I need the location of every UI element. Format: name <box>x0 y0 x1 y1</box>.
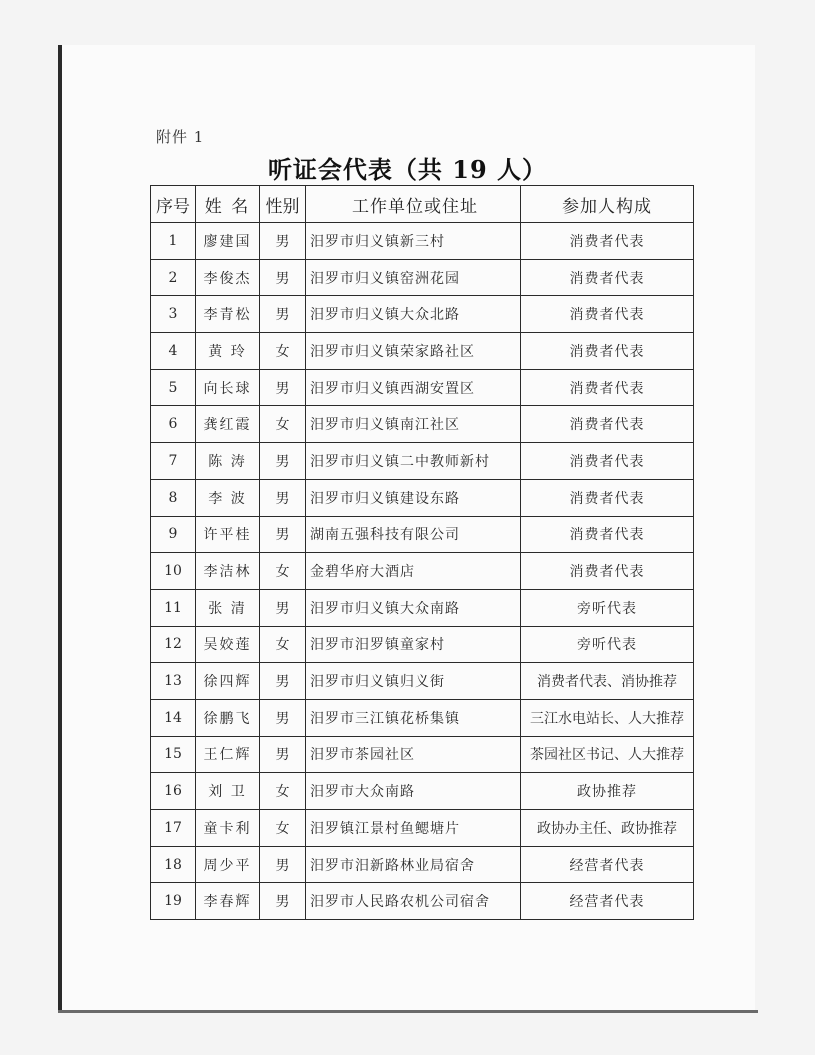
row-address: 汨罗市归义镇南江社区 <box>306 406 521 443</box>
header-gender: 性别 <box>260 186 306 223</box>
table-row <box>151 296 694 333</box>
row-address: 汨罗市归义镇新三村 <box>306 223 521 260</box>
row-number: 19 <box>151 883 196 920</box>
row-name: 李洁林 <box>196 553 260 590</box>
row-gender: 男 <box>260 663 306 700</box>
table-row <box>151 773 694 810</box>
page-edge-shadow <box>58 45 62 1013</box>
row-number: 17 <box>151 810 196 847</box>
row-gender: 男 <box>260 516 306 553</box>
row-name: 李俊杰 <box>196 259 260 296</box>
row-name: 周少平 <box>196 846 260 883</box>
row-address: 汨罗市汨新路林业局宿舍 <box>306 846 521 883</box>
row-address: 湖南五强科技有限公司 <box>306 516 521 553</box>
row-address: 金碧华府大酒店 <box>306 553 521 590</box>
row-address: 汨罗市归义镇二中教师新村 <box>306 443 521 480</box>
table-body <box>151 223 694 920</box>
document-title: 听证会代表（共 19 人） <box>267 155 548 184</box>
row-name: 李 波 <box>196 479 260 516</box>
row-name: 童卡利 <box>196 810 260 847</box>
table-row <box>151 589 694 626</box>
row-name: 黄 玲 <box>196 333 260 370</box>
row-address: 汨罗市归义镇建设东路 <box>306 479 521 516</box>
row-gender: 女 <box>260 773 306 810</box>
row-name: 龚红霞 <box>196 406 260 443</box>
row-role: 政协办主任、政协推荐 <box>521 810 694 847</box>
table-row <box>151 883 694 920</box>
table-row <box>151 663 694 700</box>
table-row <box>151 369 694 406</box>
table-row <box>151 223 694 260</box>
row-gender: 男 <box>260 296 306 333</box>
row-address: 汨罗市人民路农机公司宿舍 <box>306 883 521 920</box>
row-number: 13 <box>151 663 196 700</box>
representatives-table <box>150 185 694 920</box>
row-address: 汨罗市归义镇西湖安置区 <box>306 369 521 406</box>
header-name: 姓 名 <box>196 186 260 223</box>
table-row <box>151 810 694 847</box>
row-number: 10 <box>151 553 196 590</box>
table-row <box>151 699 694 736</box>
row-number: 5 <box>151 369 196 406</box>
row-address: 汨罗镇江景村鱼鳃塘片 <box>306 810 521 847</box>
row-role: 三江水电站长、人大推荐 <box>521 699 694 736</box>
row-number: 8 <box>151 479 196 516</box>
table-row <box>151 443 694 480</box>
row-address: 汨罗市茶园社区 <box>306 736 521 773</box>
row-address: 汨罗市汨罗镇童家村 <box>306 626 521 663</box>
table-row <box>151 626 694 663</box>
row-role: 消费者代表 <box>521 516 694 553</box>
row-role: 消费者代表 <box>521 333 694 370</box>
row-gender: 男 <box>260 736 306 773</box>
row-role: 旁听代表 <box>521 589 694 626</box>
row-number: 6 <box>151 406 196 443</box>
row-number: 4 <box>151 333 196 370</box>
row-role: 消费者代表 <box>521 369 694 406</box>
table-row <box>151 406 694 443</box>
row-number: 14 <box>151 699 196 736</box>
row-name: 向长球 <box>196 369 260 406</box>
row-name: 李春辉 <box>196 883 260 920</box>
row-role: 消费者代表 <box>521 223 694 260</box>
row-name: 许平桂 <box>196 516 260 553</box>
row-address: 汨罗市大众南路 <box>306 773 521 810</box>
row-number: 18 <box>151 846 196 883</box>
row-role: 消费者代表 <box>521 443 694 480</box>
row-number: 12 <box>151 626 196 663</box>
table-row <box>151 333 694 370</box>
row-number: 3 <box>151 296 196 333</box>
row-number: 9 <box>151 516 196 553</box>
row-gender: 男 <box>260 369 306 406</box>
row-address: 汨罗市归义镇荣家路社区 <box>306 333 521 370</box>
row-gender: 女 <box>260 810 306 847</box>
row-name: 吴姣莲 <box>196 626 260 663</box>
row-number: 1 <box>151 223 196 260</box>
row-number: 7 <box>151 443 196 480</box>
row-role: 消费者代表 <box>521 296 694 333</box>
row-gender: 女 <box>260 626 306 663</box>
table-row <box>151 553 694 590</box>
row-gender: 男 <box>260 479 306 516</box>
row-number: 2 <box>151 259 196 296</box>
row-gender: 女 <box>260 406 306 443</box>
row-name: 廖建国 <box>196 223 260 260</box>
header-number: 序号 <box>151 186 196 223</box>
row-gender: 女 <box>260 553 306 590</box>
row-role: 消费者代表 <box>521 479 694 516</box>
row-name: 徐四辉 <box>196 663 260 700</box>
row-number: 11 <box>151 589 196 626</box>
table-row <box>151 516 694 553</box>
row-gender: 男 <box>260 699 306 736</box>
row-name: 王仁辉 <box>196 736 260 773</box>
row-role: 消费者代表 <box>521 259 694 296</box>
row-number: 16 <box>151 773 196 810</box>
row-address: 汨罗市三江镇花桥集镇 <box>306 699 521 736</box>
row-name: 陈 涛 <box>196 443 260 480</box>
row-role: 消费者代表 <box>521 553 694 590</box>
row-gender: 男 <box>260 259 306 296</box>
row-role: 政协推荐 <box>521 773 694 810</box>
row-name: 张 清 <box>196 589 260 626</box>
table-row <box>151 736 694 773</box>
row-address: 汨罗市归义镇大众北路 <box>306 296 521 333</box>
row-gender: 女 <box>260 333 306 370</box>
attachment-label: 附件 1 <box>156 128 205 146</box>
row-role: 旁听代表 <box>521 626 694 663</box>
row-gender: 男 <box>260 223 306 260</box>
header-role: 参加人构成 <box>521 186 694 223</box>
row-role: 消费者代表 <box>521 406 694 443</box>
row-role: 茶园社区书记、人大推荐 <box>521 736 694 773</box>
table-row <box>151 479 694 516</box>
row-address: 汨罗市归义镇窑洲花园 <box>306 259 521 296</box>
row-address: 汨罗市归义镇大众南路 <box>306 589 521 626</box>
row-gender: 男 <box>260 589 306 626</box>
table-header-row <box>151 186 694 223</box>
row-name: 李青松 <box>196 296 260 333</box>
row-role: 消费者代表、消协推荐 <box>521 663 694 700</box>
row-address: 汨罗市归义镇归义街 <box>306 663 521 700</box>
header-address: 工作单位或住址 <box>306 186 521 223</box>
table-row <box>151 846 694 883</box>
row-gender: 男 <box>260 443 306 480</box>
row-name: 徐鹏飞 <box>196 699 260 736</box>
page-bottom-edge <box>58 1010 758 1013</box>
row-number: 15 <box>151 736 196 773</box>
row-name: 刘 卫 <box>196 773 260 810</box>
row-gender: 男 <box>260 883 306 920</box>
row-gender: 男 <box>260 846 306 883</box>
row-role: 经营者代表 <box>521 846 694 883</box>
table-row <box>151 259 694 296</box>
row-role: 经营者代表 <box>521 883 694 920</box>
